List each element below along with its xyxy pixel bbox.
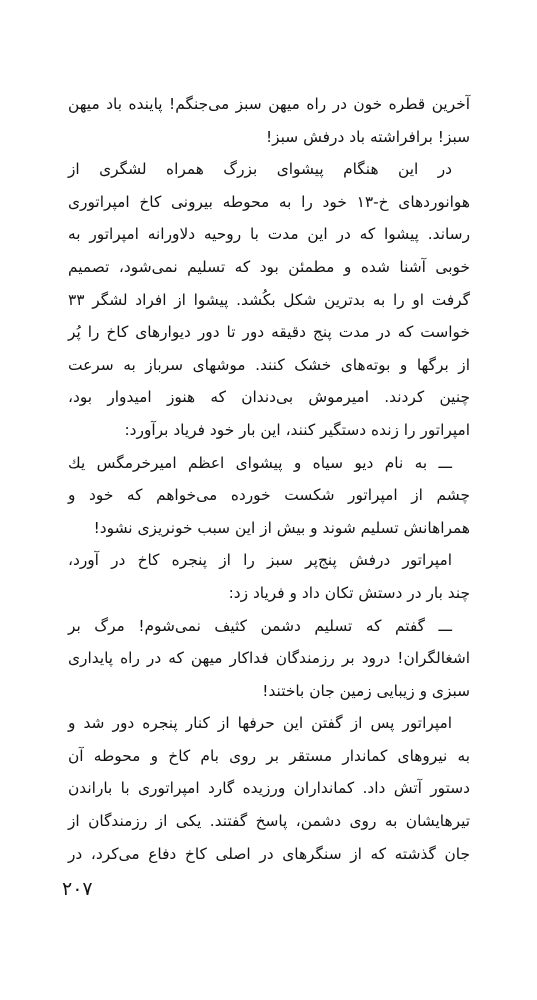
text-line: همراهانش تسلیم شوند و بیش از این سبب خونریزی نشود! [93, 518, 470, 537]
text-line: تیرهایشان به روی دشمن، پاسخ گفتند. یکی از رزمندگان از [68, 812, 470, 831]
text-line: چنین کردند. امیرموش بی‌دندان که هنوز امیدوار بود، [68, 388, 470, 407]
text-line: از برگها و بوته‌های خشک کنند. موشهای سرباز به سرعت [68, 355, 470, 374]
paragraph [68, 88, 470, 153]
text-line: امپراتور پس از گفتن این حرفها از کنار پنجره دور شد و [68, 714, 452, 733]
text-line: آخرین قطره خون در راه میهن سبز می‌جنگم! پاینده باد میهن [68, 95, 470, 113]
text-line: گرفت او را به بدترین شکل بکُشد. پیشوا از افراد لشگر ۳۳ [68, 290, 470, 309]
paragraph [68, 447, 470, 545]
text-line: دستور آتش داد. کمانداران ورزیده گارد امپراتوری با باراندن [68, 779, 470, 798]
text-line: هوانوردهای خ-۱۳ خود را به محوطه بیرونی کاخ امپراتوری [68, 192, 470, 211]
text-line: خوبی آشنا شده و مطمئن بود که تسلیم نمی‌شود، تصمیم [68, 257, 470, 276]
text-line: خواست که در مدت پنج دقیقه دور تا دور دیوارهای کاخ را پُر [68, 323, 470, 342]
text-line: ـــ به نام دیو سیاه و پیشوای اعظم امیرخرمگس یك [68, 453, 452, 472]
text-line: امپراتور را زنده دستگیر کنند، این بار خود فریاد برآورد: [124, 420, 470, 439]
paragraph [68, 610, 470, 708]
text-line: سبزی و زیبایی زمین جان باختند! [262, 681, 470, 700]
paragraph [68, 707, 470, 870]
text-line: اشغالگران! درود بر رزمندگان فداکار میهن که در راه پایداری [68, 649, 470, 668]
text-line: در این هنگام پیشوای بزرگ همراه لشگری از [68, 160, 452, 179]
paragraph [68, 153, 470, 446]
paragraph [68, 544, 470, 609]
text-line: چشم از امپراتور شکست خورده می‌خواهم که خود و [68, 486, 470, 505]
text-line: امپراتور درفش پنج‌پر سبز را از پنجره کاخ در آورد، [68, 551, 452, 570]
text-line: ـــ گفتم که تسلیم دشمن کثیف نمی‌شوم! مرگ بر [68, 616, 452, 635]
text-line: سبز! برافراشته باد درفش سبز! [265, 127, 470, 146]
text-line: به نیروهای کماندار مستقر بر روی بام کاخ و محوطه آن [68, 746, 470, 765]
text-line: چند بار در دستش تکان داد و فریاد زد: [228, 583, 470, 602]
text-line: جان گذشته که از سنگرهای در اصلی کاخ دفاع می‌کرد، در [68, 844, 470, 863]
text-line: رساند. پیشوا که در این مدت با روحیه دلاورانه امپراتور به [68, 225, 470, 244]
page-number: ۲۰۷ [62, 878, 93, 900]
page-body [68, 88, 470, 870]
